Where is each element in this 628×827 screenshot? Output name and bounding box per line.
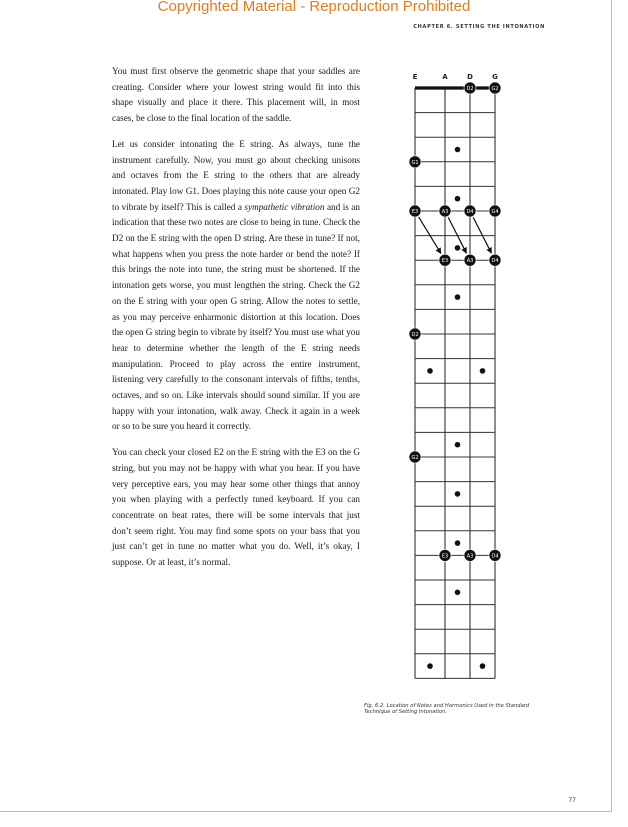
note-label-d4: D4: [466, 209, 474, 215]
fret-marker-dot: [427, 663, 433, 669]
string-label-e: E: [412, 73, 418, 81]
note-label-a3: A3: [441, 209, 449, 215]
paragraph-2-part-2: and is an indication that these two notes are close to being in tune. Check the D2 on the E string with the open D string. Are these in tune? If not, what happens when you press the note harder or bend the note? If this brings the note into tune, the string must be shortened. If the intonation gets worse, you must lengthen the string. Check the G2 on the E string with your open G string. Allow the notes to settle, as you may perceive enharmonic distortion at this location. Does the open G string begin to vibrate by itself? You must use what you hear to determine whether the length of the E string needs manipulation. Proceed to play across the entire instrument, listening very carefully to the consonant intervals of fifths, tenths, octaves, and so on. Like intervals should sound similar. If you are happy with your intonation, walk away. Check it again in a week or so to be sure you heard it correctly.: [112, 201, 360, 432]
fret-marker-dot: [455, 245, 461, 251]
figure-caption: Fig. 6.2. Location of Notes and Harmonics Used in the Standard Technique of Setting Intonation.: [364, 703, 530, 716]
note-label-g2: G2: [411, 455, 419, 461]
fret-marker-dot: [480, 368, 486, 374]
note-label-d4: D4: [491, 258, 499, 265]
copyright-banner: Copyrighted Material - Reproduction Prohibited: [157, 0, 471, 15]
string-label-g: G: [492, 73, 498, 81]
paragraph-2: [112, 137, 360, 435]
fret-marker-dot: [455, 590, 461, 596]
running-head: CHAPTER 6. SETTING THE INTONATION: [413, 24, 545, 30]
page-number: 77: [568, 797, 576, 804]
string-label-d: D: [467, 73, 473, 81]
note-label-e3: E3: [411, 209, 419, 215]
page-edge-bottom: [0, 811, 612, 812]
note-label-e3: E3: [441, 258, 449, 265]
fretboard-diagram: [395, 68, 525, 728]
sympathetic-vibration-term: sympathetic vibration: [244, 201, 325, 212]
paragraph-1: You must first observe the geometric shape that your saddles are creating. Consider where your lowest string would fit into this shape visually and place it there. This placement will, in most cases, be close to the final location of the saddle.: [112, 66, 360, 124]
note-label-g4: G4: [491, 209, 499, 215]
note-label-d2: D2: [411, 332, 419, 338]
note-label-a3: A3: [466, 553, 474, 560]
fret-marker-dot: [480, 663, 486, 669]
fret-marker-dot: [455, 147, 461, 153]
paragraph-3: You can check your closed E2 on the E string with the E3 on the G string, but you may not be happy with what you hear. If you have very perceptive ears, you may hear some other things that annoy you when playing with a perfectly tuned keyboard. If you can concentrate on beat rates, there will be some intervals that just don’t seem right. You may find some spots on your bass that you just can’t get in tune no matter what you do. Well, it’s okay, I suppose. Or at least, it’s normal.: [112, 447, 360, 568]
string-label-a: A: [442, 73, 448, 81]
note-label-e3: E3: [441, 553, 449, 560]
fret-marker-dot: [455, 442, 461, 448]
note-label-a3: A3: [466, 258, 474, 265]
note-label-g1: G1: [411, 159, 419, 166]
note-label-d4: D4: [491, 553, 499, 560]
fret-marker-dot: [455, 294, 461, 300]
fret-marker-dot: [427, 368, 433, 374]
body-text: [112, 64, 360, 581]
fret-marker-dot: [455, 540, 461, 546]
fret-marker-dot: [455, 196, 461, 202]
paragraph-2-part-1: Let us consider intonating the E string. As always, tune the instrument carefully. Now, you must go about checking unisons and octaves from the E string to the others that are already intonated. Play low G1. Does playing this note cause your open G2 to vibrate by itself? This is called a: [112, 138, 360, 212]
note-label-d2: D2: [466, 86, 474, 92]
page-edge-right: [611, 0, 612, 812]
note-label-g2: G2: [491, 86, 499, 92]
fret-marker-dot: [455, 491, 461, 497]
